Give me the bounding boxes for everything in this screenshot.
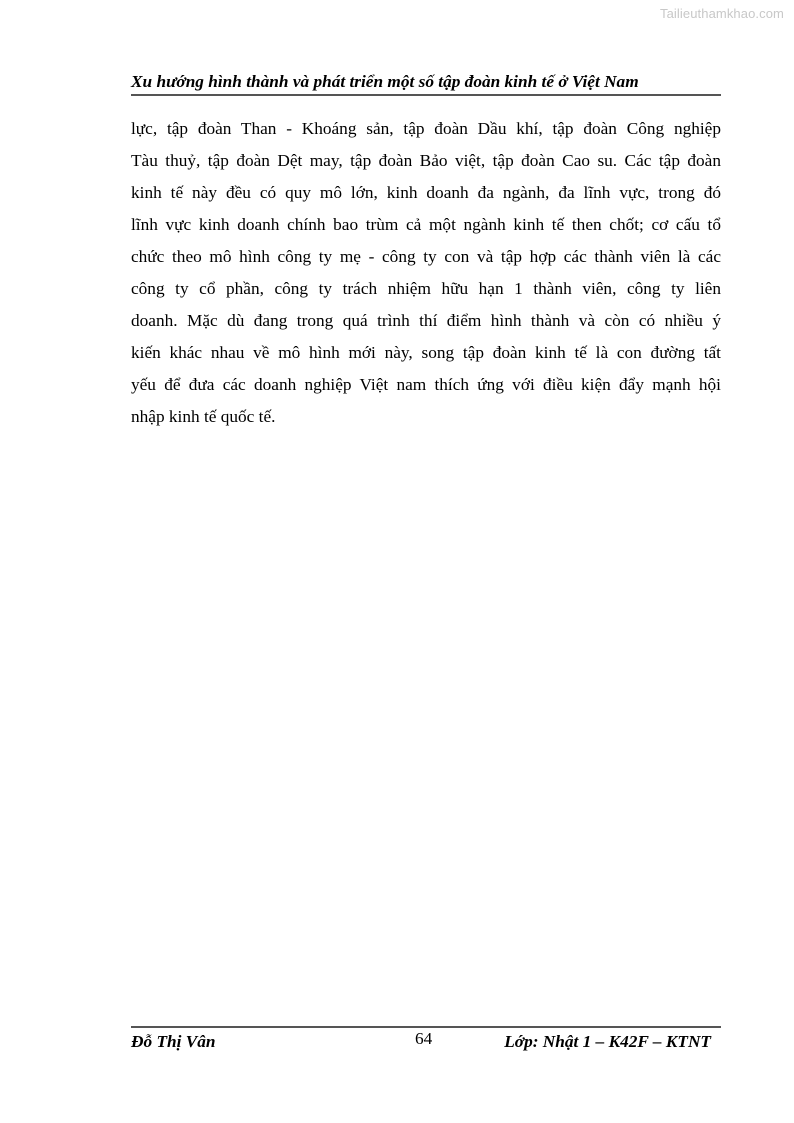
text-line: kinh tế này đều có quy mô lớn, kinh doanh đa ngành, đa lĩnh vực, trong đó (131, 183, 721, 202)
text-line: yếu để đưa các doanh nghiệp Việt nam thích ứng với điều kiện đẩy mạnh hội (131, 375, 721, 394)
document-title: Xu hướng hình thành và phát triển một số tập đoàn kinh tế ở Việt Nam (131, 72, 639, 91)
text-line: Tàu thuỷ, tập đoàn Dệt may, tập đoàn Bảo việt, tập đoàn Cao su. Các tập đoàn (131, 151, 721, 170)
page-header (131, 71, 721, 95)
page-footer (131, 1029, 721, 1055)
text-line: công ty cổ phần, công ty trách nhiệm hữu hạn 1 thành viên, công ty liên (131, 279, 721, 298)
header-divider (131, 94, 721, 96)
body-paragraph (131, 113, 721, 433)
text-line: lực, tập đoàn Than - Khoáng sản, tập đoàn Dầu khí, tập đoàn Công nghiệp (131, 119, 721, 138)
text-line: nhập kinh tế quốc tế. (131, 407, 276, 426)
author-name: Đỗ Thị Vân (131, 1032, 216, 1051)
text-line: doanh. Mặc dù đang trong quá trình thí điểm hình thành và còn có nhiều ý (131, 311, 721, 330)
watermark-text: Tailieuthamkhao.com (659, 6, 784, 21)
page-number: 64 (415, 1029, 433, 1048)
text-line: lĩnh vực kinh doanh chính bao trùm cả một ngành kinh tế then chốt; cơ cấu tổ (131, 215, 721, 234)
class-info: Lớp: Nhật 1 – K42F – KTNT (504, 1032, 711, 1051)
text-line: chức theo mô hình công ty mẹ - công ty con và tập hợp các thành viên là các (131, 247, 721, 266)
text-line: kiến khác nhau về mô hình mới này, song tập đoàn kinh tế là con đường tất (131, 343, 721, 362)
